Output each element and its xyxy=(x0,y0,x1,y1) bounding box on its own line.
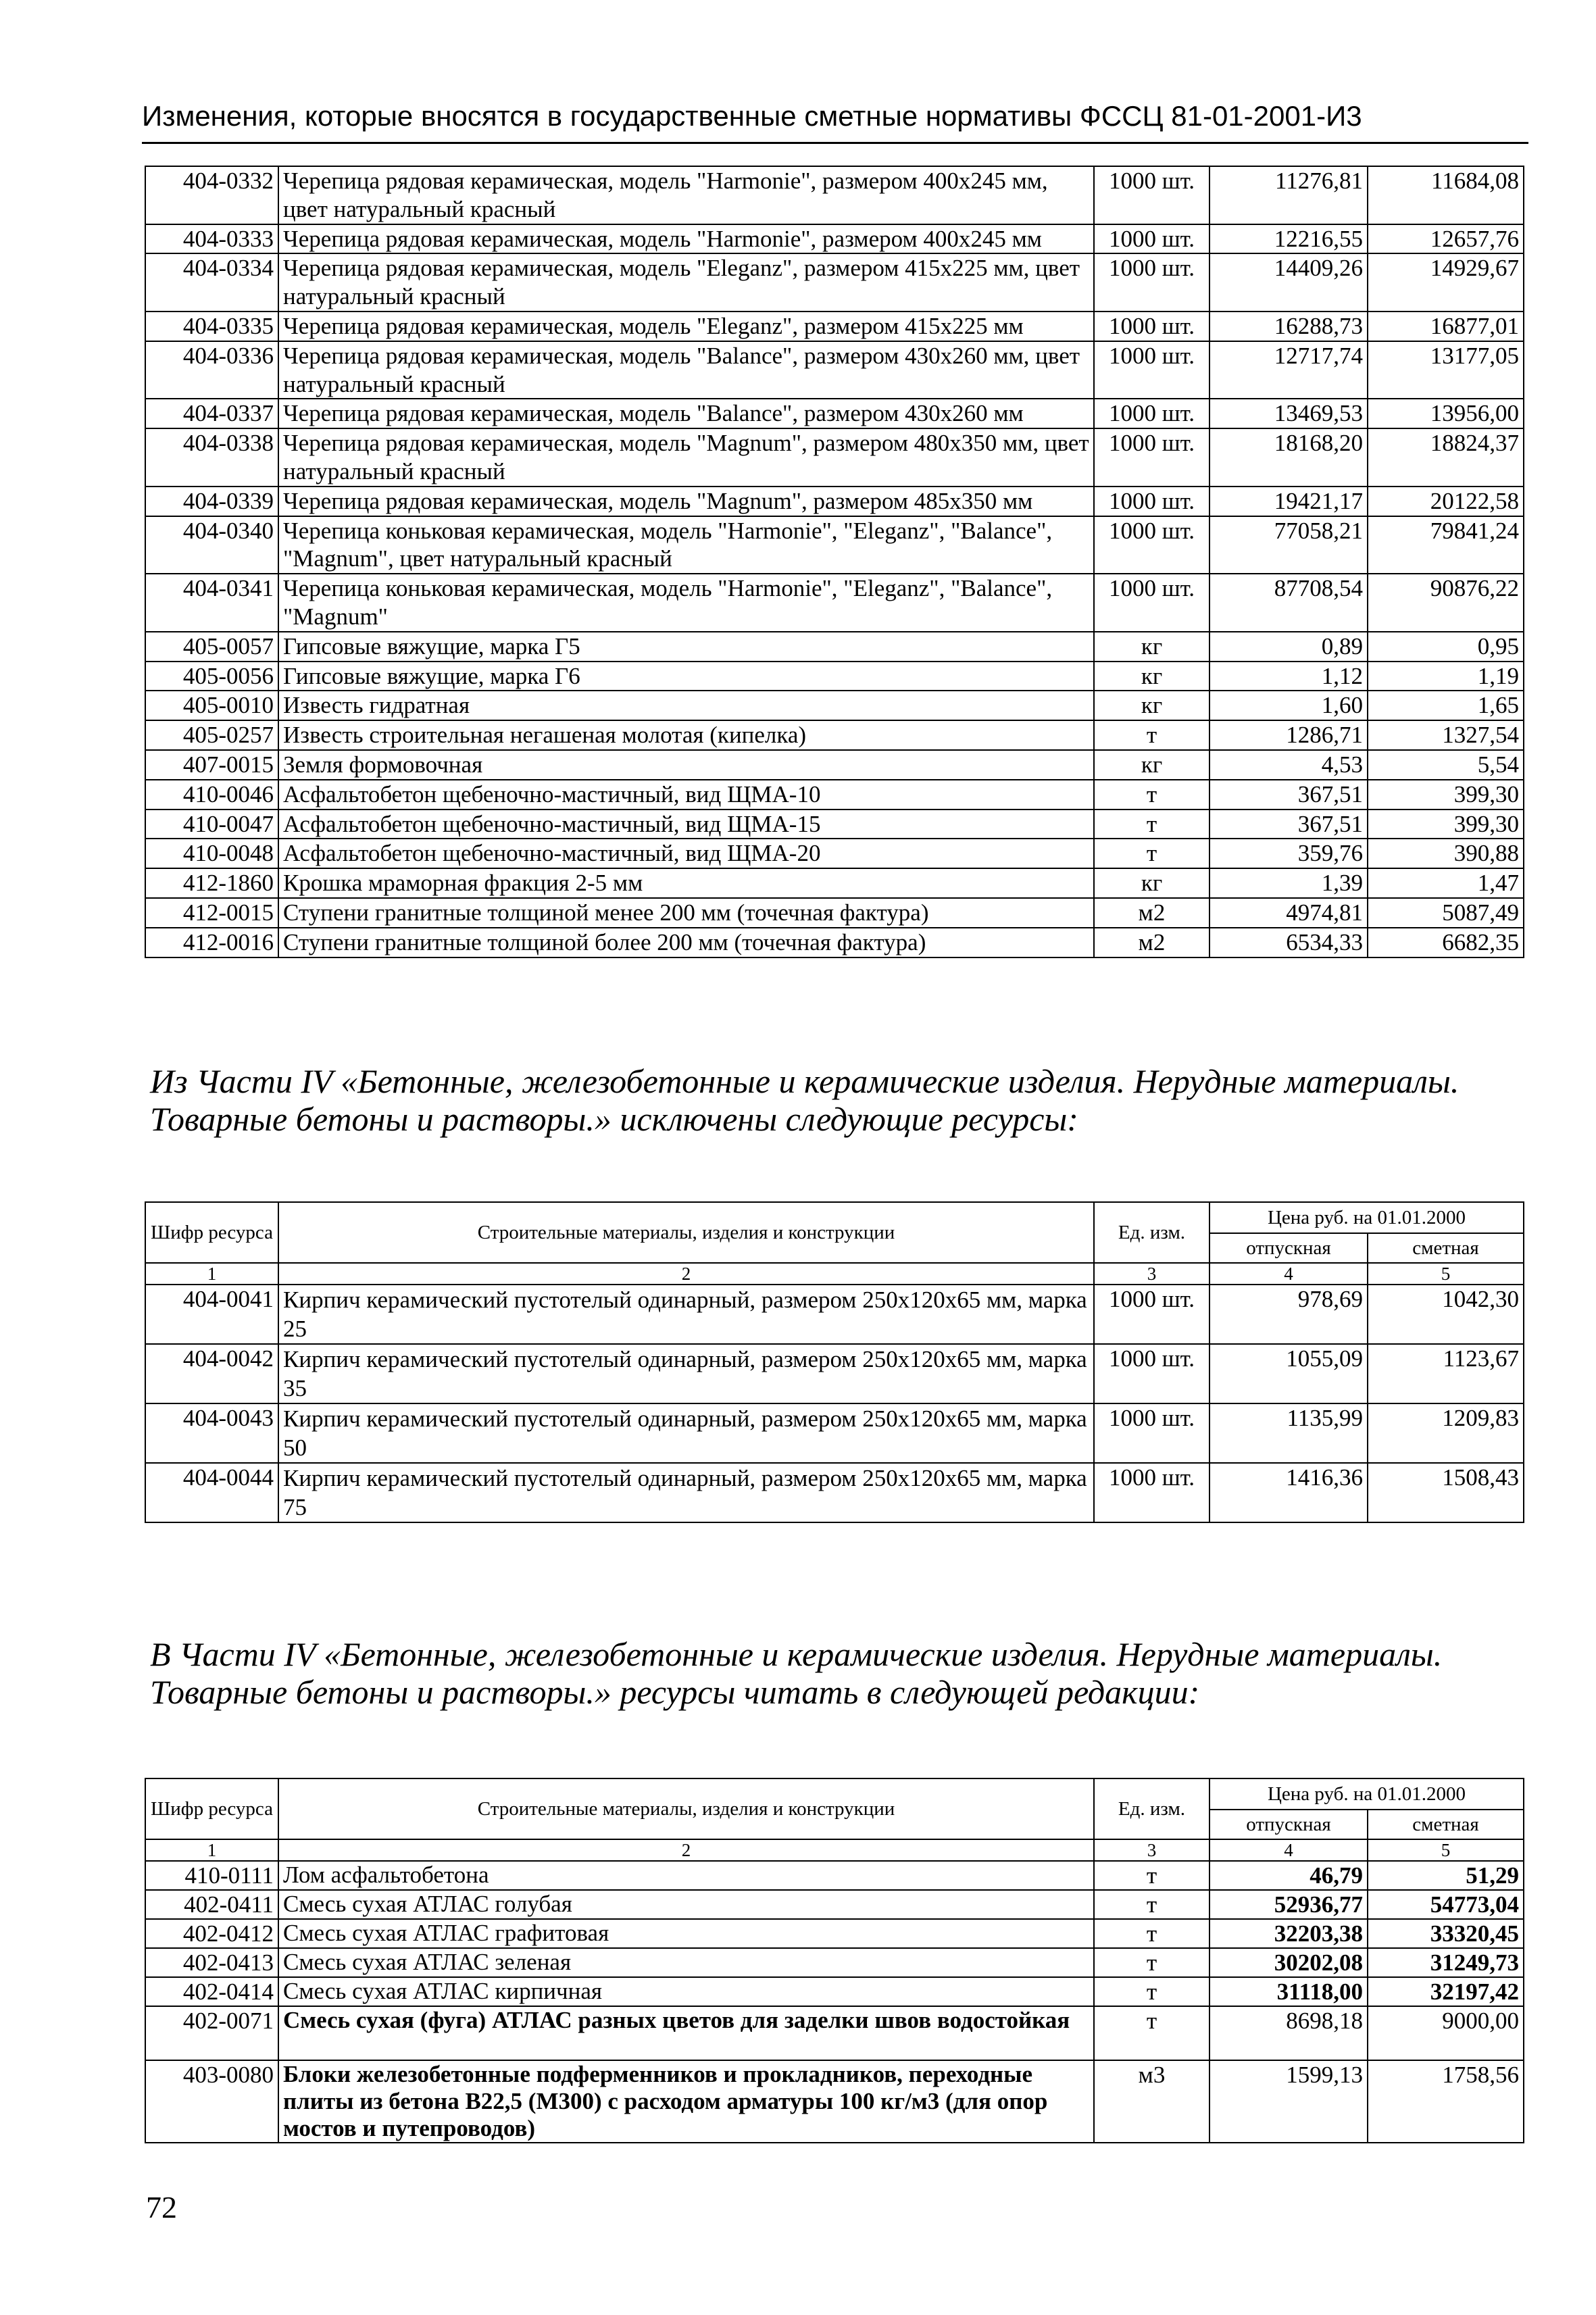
table-row xyxy=(145,1861,1524,1890)
resource-name: Ступени гранитные толщиной менее 200 мм (точечная фактура) xyxy=(278,898,1094,928)
release-price: 1599,13 xyxy=(1210,2060,1368,2143)
resource-code: 404-0335 xyxy=(145,312,278,341)
release-price: 30202,08 xyxy=(1210,1948,1368,1977)
column-header-price: Цена руб. на 01.01.2000 xyxy=(1210,1778,1524,1810)
unit-of-measure: т xyxy=(1094,720,1210,750)
table-row xyxy=(145,1890,1524,1919)
table-row xyxy=(145,839,1524,868)
resource-code: 410-0046 xyxy=(145,780,278,810)
header-divider xyxy=(142,142,1528,144)
release-price: 13469,53 xyxy=(1210,399,1368,428)
unit-of-measure: 1000 шт. xyxy=(1094,166,1210,224)
estimate-price: 1758,56 xyxy=(1368,2060,1524,2143)
unit-of-measure: 1000 шт. xyxy=(1094,1403,1210,1463)
table-row xyxy=(145,487,1524,516)
release-price: 1055,09 xyxy=(1210,1344,1368,1403)
release-price: 19421,17 xyxy=(1210,487,1368,516)
table-row xyxy=(145,810,1524,839)
estimate-price: 13177,05 xyxy=(1368,341,1524,399)
page-number: 72 xyxy=(146,2190,177,2224)
resources-table-changed xyxy=(145,166,1524,958)
unit-of-measure: 1000 шт. xyxy=(1094,224,1210,254)
estimate-price: 11684,08 xyxy=(1368,166,1524,224)
release-price: 77058,21 xyxy=(1210,516,1368,574)
table-row xyxy=(145,1948,1524,1977)
resource-code: 403-0080 xyxy=(145,2060,278,2143)
column-header-code: Шифр ресурса xyxy=(145,1778,278,1839)
release-price: 18168,20 xyxy=(1210,428,1368,487)
column-numbers-row xyxy=(145,1839,1524,1861)
table-row xyxy=(145,253,1524,312)
resource-name: Черепица рядовая керамическая, модель "Harmonie", размером 400x245 мм xyxy=(278,224,1094,254)
estimate-price: 1508,43 xyxy=(1368,1463,1524,1522)
resource-code: 407-0015 xyxy=(145,750,278,780)
release-price: 46,79 xyxy=(1210,1861,1368,1890)
release-price: 0,89 xyxy=(1210,632,1368,662)
estimate-price: 390,88 xyxy=(1368,839,1524,868)
table-row xyxy=(145,1403,1524,1463)
resource-name: Смесь сухая АТЛАС голубая xyxy=(278,1890,1094,1919)
unit-of-measure: м2 xyxy=(1094,928,1210,957)
estimate-price: 32197,42 xyxy=(1368,1977,1524,2006)
resource-name: Гипсовые вяжущие, марка Г6 xyxy=(278,662,1094,691)
release-price: 32203,38 xyxy=(1210,1919,1368,1948)
estimate-price: 1327,54 xyxy=(1368,720,1524,750)
estimate-price: 13956,00 xyxy=(1368,399,1524,428)
release-price: 1,12 xyxy=(1210,662,1368,691)
resource-name: Асфальтобетон щебеночно-мастичный, вид ЩМА-15 xyxy=(278,810,1094,839)
estimate-price: 1042,30 xyxy=(1368,1285,1524,1344)
resource-code: 402-0414 xyxy=(145,1977,278,2006)
resource-code: 405-0057 xyxy=(145,632,278,662)
estimate-price: 20122,58 xyxy=(1368,487,1524,516)
column-number: 4 xyxy=(1210,1839,1368,1861)
estimate-price: 51,29 xyxy=(1368,1861,1524,1890)
resource-code: 404-0043 xyxy=(145,1403,278,1463)
resource-name: Гипсовые вяжущие, марка Г5 xyxy=(278,632,1094,662)
resource-name: Кирпич керамический пустотелый одинарный, размером 250x120x65 мм, марка 50 xyxy=(278,1403,1094,1463)
unit-of-measure: 1000 шт. xyxy=(1094,1344,1210,1403)
resources-table-excluded xyxy=(145,1201,1524,1523)
release-price: 359,76 xyxy=(1210,839,1368,868)
estimate-price: 54773,04 xyxy=(1368,1890,1524,1919)
resource-name: Черепица рядовая керамическая, модель "Eleganz", размером 415x225 мм xyxy=(278,312,1094,341)
unit-of-measure: 1000 шт. xyxy=(1094,487,1210,516)
release-price: 12717,74 xyxy=(1210,341,1368,399)
estimate-price: 14929,67 xyxy=(1368,253,1524,312)
header-row xyxy=(145,1202,1524,1233)
unit-of-measure: т xyxy=(1094,1977,1210,2006)
resource-name: Земля формовочная xyxy=(278,750,1094,780)
resource-name: Известь гидратная xyxy=(278,691,1094,720)
resource-name: Смесь сухая АТЛАС графитовая xyxy=(278,1919,1094,1948)
table-row xyxy=(145,341,1524,399)
resource-name: Черепица рядовая керамическая, модель "Balance", размером 430x260 мм xyxy=(278,399,1094,428)
unit-of-measure: т xyxy=(1094,780,1210,810)
release-price: 31118,00 xyxy=(1210,1977,1368,2006)
resource-name: Кирпич керамический пустотелый одинарный, размером 250x120x65 мм, марка 35 xyxy=(278,1344,1094,1403)
resource-name: Смесь сухая АТЛАС кирпичная xyxy=(278,1977,1094,2006)
table-row xyxy=(145,1285,1524,1344)
estimate-price: 9000,00 xyxy=(1368,2006,1524,2060)
table-row xyxy=(145,1344,1524,1403)
column-number: 5 xyxy=(1368,1263,1524,1285)
unit-of-measure: 1000 шт. xyxy=(1094,428,1210,487)
resource-name: Черепица коньковая керамическая, модель "Harmonie", "Eleganz", "Balance", "Magnum", цвет натуральный красный xyxy=(278,516,1094,574)
resource-code: 404-0340 xyxy=(145,516,278,574)
release-price: 978,69 xyxy=(1210,1285,1368,1344)
resource-name: Асфальтобетон щебеночно-мастичный, вид ЩМА-10 xyxy=(278,780,1094,810)
unit-of-measure: 1000 шт. xyxy=(1094,516,1210,574)
section-revised-heading: В Части IV «Бетонные, железобетонные и керамические изделия. Нерудные материалы. Товарные бетоны и растворы.» ресурсы читать в следующей редакции: xyxy=(150,1635,1443,1711)
resources-table-revised xyxy=(145,1778,1524,2143)
resource-code: 404-0042 xyxy=(145,1344,278,1403)
table-row xyxy=(145,780,1524,810)
table-row xyxy=(145,224,1524,254)
column-header-estimate-price: сметная xyxy=(1368,1810,1524,1839)
resource-code: 404-0337 xyxy=(145,399,278,428)
resource-name: Крошка мраморная фракция 2-5 мм xyxy=(278,868,1094,898)
unit-of-measure: т xyxy=(1094,810,1210,839)
resource-name: Ступени гранитные толщиной более 200 мм (точечная фактура) xyxy=(278,928,1094,957)
column-header-name: Строительные материалы, изделия и конструкции xyxy=(278,1778,1094,1839)
resource-code: 404-0338 xyxy=(145,428,278,487)
release-price: 8698,18 xyxy=(1210,2006,1368,2060)
resource-code: 410-0048 xyxy=(145,839,278,868)
table-row xyxy=(145,662,1524,691)
resource-code: 404-0339 xyxy=(145,487,278,516)
resource-name: Черепица рядовая керамическая, модель "Magnum", размером 480x350 мм, цвет натуральный красный xyxy=(278,428,1094,487)
release-price: 12216,55 xyxy=(1210,224,1368,254)
estimate-price: 90876,22 xyxy=(1368,574,1524,632)
resource-code: 412-1860 xyxy=(145,868,278,898)
resource-code: 402-0412 xyxy=(145,1919,278,1948)
resource-code: 404-0334 xyxy=(145,253,278,312)
section-excluded-heading: Из Части IV «Бетонные, железобетонные и керамические изделия. Нерудные материалы. Товарные бетоны и растворы.» исключены следующие ресурсы: xyxy=(150,1062,1460,1138)
estimate-price: 1,65 xyxy=(1368,691,1524,720)
resource-code: 404-0336 xyxy=(145,341,278,399)
resource-code: 402-0413 xyxy=(145,1948,278,1977)
unit-of-measure: т xyxy=(1094,1861,1210,1890)
resource-code: 404-0341 xyxy=(145,574,278,632)
column-header-unit: Ед. изм. xyxy=(1094,1778,1210,1839)
resource-name: Кирпич керамический пустотелый одинарный, размером 250x120x65 мм, марка 75 xyxy=(278,1463,1094,1522)
release-price: 1135,99 xyxy=(1210,1403,1368,1463)
table-row xyxy=(145,2060,1524,2143)
column-number: 1 xyxy=(145,1263,278,1285)
resource-name: Черепица рядовая керамическая, модель "Balance", размером 430x260 мм, цвет натуральный красный xyxy=(278,341,1094,399)
estimate-price: 6682,35 xyxy=(1368,928,1524,957)
table-row xyxy=(145,750,1524,780)
resource-code: 402-0411 xyxy=(145,1890,278,1919)
release-price: 4,53 xyxy=(1210,750,1368,780)
table-row xyxy=(145,166,1524,224)
resource-code: 412-0015 xyxy=(145,898,278,928)
column-number: 1 xyxy=(145,1839,278,1861)
estimate-price: 1,19 xyxy=(1368,662,1524,691)
estimate-price: 5087,49 xyxy=(1368,898,1524,928)
estimate-price: 31249,73 xyxy=(1368,1948,1524,1977)
resource-code: 404-0332 xyxy=(145,166,278,224)
release-price: 1,39 xyxy=(1210,868,1368,898)
table-row xyxy=(145,1463,1524,1522)
table-row xyxy=(145,898,1524,928)
resource-name: Известь строительная негашеная молотая (кипелка) xyxy=(278,720,1094,750)
table-row xyxy=(145,399,1524,428)
resource-name: Черепица коньковая керамическая, модель "Harmonie", "Eleganz", "Balance", "Magnum" xyxy=(278,574,1094,632)
unit-of-measure: 1000 шт. xyxy=(1094,1463,1210,1522)
table-row xyxy=(145,632,1524,662)
estimate-price: 16877,01 xyxy=(1368,312,1524,341)
unit-of-measure: кг xyxy=(1094,691,1210,720)
estimate-price: 399,30 xyxy=(1368,810,1524,839)
release-price: 367,51 xyxy=(1210,810,1368,839)
resource-code: 410-0047 xyxy=(145,810,278,839)
column-number: 4 xyxy=(1210,1263,1368,1285)
resource-code: 412-0016 xyxy=(145,928,278,957)
table-row xyxy=(145,868,1524,898)
unit-of-measure: 1000 шт. xyxy=(1094,312,1210,341)
resource-name: Асфальтобетон щебеночно-мастичный, вид ЩМА-20 xyxy=(278,839,1094,868)
unit-of-measure: м3 xyxy=(1094,2060,1210,2143)
table-row xyxy=(145,2006,1524,2060)
column-header-estimate-price: сметная xyxy=(1368,1233,1524,1263)
resource-code: 405-0257 xyxy=(145,720,278,750)
column-header-release-price: отпускная xyxy=(1210,1810,1368,1839)
release-price: 1416,36 xyxy=(1210,1463,1368,1522)
estimate-price: 1,47 xyxy=(1368,868,1524,898)
resource-code: 404-0041 xyxy=(145,1285,278,1344)
resource-name: Лом асфальтобетона xyxy=(278,1861,1094,1890)
resource-code: 405-0010 xyxy=(145,691,278,720)
unit-of-measure: кг xyxy=(1094,632,1210,662)
release-price: 367,51 xyxy=(1210,780,1368,810)
estimate-price: 12657,76 xyxy=(1368,224,1524,254)
unit-of-measure: т xyxy=(1094,1919,1210,1948)
unit-of-measure: 1000 шт. xyxy=(1094,399,1210,428)
estimate-price: 5,54 xyxy=(1368,750,1524,780)
table-row xyxy=(145,1977,1524,2006)
unit-of-measure: 1000 шт. xyxy=(1094,341,1210,399)
release-price: 52936,77 xyxy=(1210,1890,1368,1919)
estimate-price: 79841,24 xyxy=(1368,516,1524,574)
resource-code: 404-0044 xyxy=(145,1463,278,1522)
column-header-code: Шифр ресурса xyxy=(145,1202,278,1263)
table-row xyxy=(145,691,1524,720)
estimate-price: 1209,83 xyxy=(1368,1403,1524,1463)
estimate-price: 33320,45 xyxy=(1368,1919,1524,1948)
unit-of-measure: 1000 шт. xyxy=(1094,253,1210,312)
column-number: 2 xyxy=(278,1263,1094,1285)
unit-of-measure: м2 xyxy=(1094,898,1210,928)
resource-name: Черепица рядовая керамическая, модель "Harmonie", размером 400x245 мм, цвет натуральный красный xyxy=(278,166,1094,224)
table-row xyxy=(145,516,1524,574)
unit-of-measure: 1000 шт. xyxy=(1094,1285,1210,1344)
table-row xyxy=(145,312,1524,341)
unit-of-measure: т xyxy=(1094,2006,1210,2060)
release-price: 11276,81 xyxy=(1210,166,1368,224)
resource-name: Черепица рядовая керамическая, модель "Eleganz", размером 415x225 мм, цвет натуральный красный xyxy=(278,253,1094,312)
release-price: 6534,33 xyxy=(1210,928,1368,957)
resource-code: 405-0056 xyxy=(145,662,278,691)
unit-of-measure: т xyxy=(1094,1890,1210,1919)
table-row xyxy=(145,720,1524,750)
unit-of-measure: 1000 шт. xyxy=(1094,574,1210,632)
unit-of-measure: кг xyxy=(1094,662,1210,691)
resource-name: Блоки железобетонные подферменников и прокладников, переходные плиты из бетона В22,5 (М300) с расходом арматуры 100 кг/м3 (для опор мостов и путепроводов) xyxy=(278,2060,1094,2143)
resource-code: 404-0333 xyxy=(145,224,278,254)
column-number: 3 xyxy=(1094,1839,1210,1861)
estimate-price: 0,95 xyxy=(1368,632,1524,662)
column-header-release-price: отпускная xyxy=(1210,1233,1368,1263)
estimate-price: 1123,67 xyxy=(1368,1344,1524,1403)
unit-of-measure: кг xyxy=(1094,868,1210,898)
running-header: Изменения, которые вносятся в государственные сметные нормативы ФССЦ 81-01-2001-И3 xyxy=(142,100,1362,132)
table-row xyxy=(145,1919,1524,1948)
unit-of-measure: т xyxy=(1094,839,1210,868)
column-header-price: Цена руб. на 01.01.2000 xyxy=(1210,1202,1524,1233)
resource-name: Смесь сухая (фуга) АТЛАС разных цветов для заделки швов водостойкая xyxy=(278,2006,1094,2060)
table-row xyxy=(145,928,1524,957)
unit-of-measure: т xyxy=(1094,1948,1210,1977)
release-price: 14409,26 xyxy=(1210,253,1368,312)
column-numbers-row xyxy=(145,1263,1524,1285)
column-header-unit: Ед. изм. xyxy=(1094,1202,1210,1263)
header-row xyxy=(145,1778,1524,1810)
column-header-name: Строительные материалы, изделия и конструкции xyxy=(278,1202,1094,1263)
resource-name: Кирпич керамический пустотелый одинарный, размером 250x120x65 мм, марка 25 xyxy=(278,1285,1094,1344)
release-price: 1286,71 xyxy=(1210,720,1368,750)
table-row xyxy=(145,428,1524,487)
estimate-price: 18824,37 xyxy=(1368,428,1524,487)
resource-code: 402-0071 xyxy=(145,2006,278,2060)
resource-name: Черепица рядовая керамическая, модель "Magnum", размером 485x350 мм xyxy=(278,487,1094,516)
table-row xyxy=(145,574,1524,632)
estimate-price: 399,30 xyxy=(1368,780,1524,810)
resource-name: Смесь сухая АТЛАС зеленая xyxy=(278,1948,1094,1977)
release-price: 1,60 xyxy=(1210,691,1368,720)
unit-of-measure: кг xyxy=(1094,750,1210,780)
resource-code: 410-0111 xyxy=(145,1861,278,1890)
release-price: 4974,81 xyxy=(1210,898,1368,928)
column-number: 5 xyxy=(1368,1839,1524,1861)
column-number: 2 xyxy=(278,1839,1094,1861)
release-price: 87708,54 xyxy=(1210,574,1368,632)
column-number: 3 xyxy=(1094,1263,1210,1285)
release-price: 16288,73 xyxy=(1210,312,1368,341)
